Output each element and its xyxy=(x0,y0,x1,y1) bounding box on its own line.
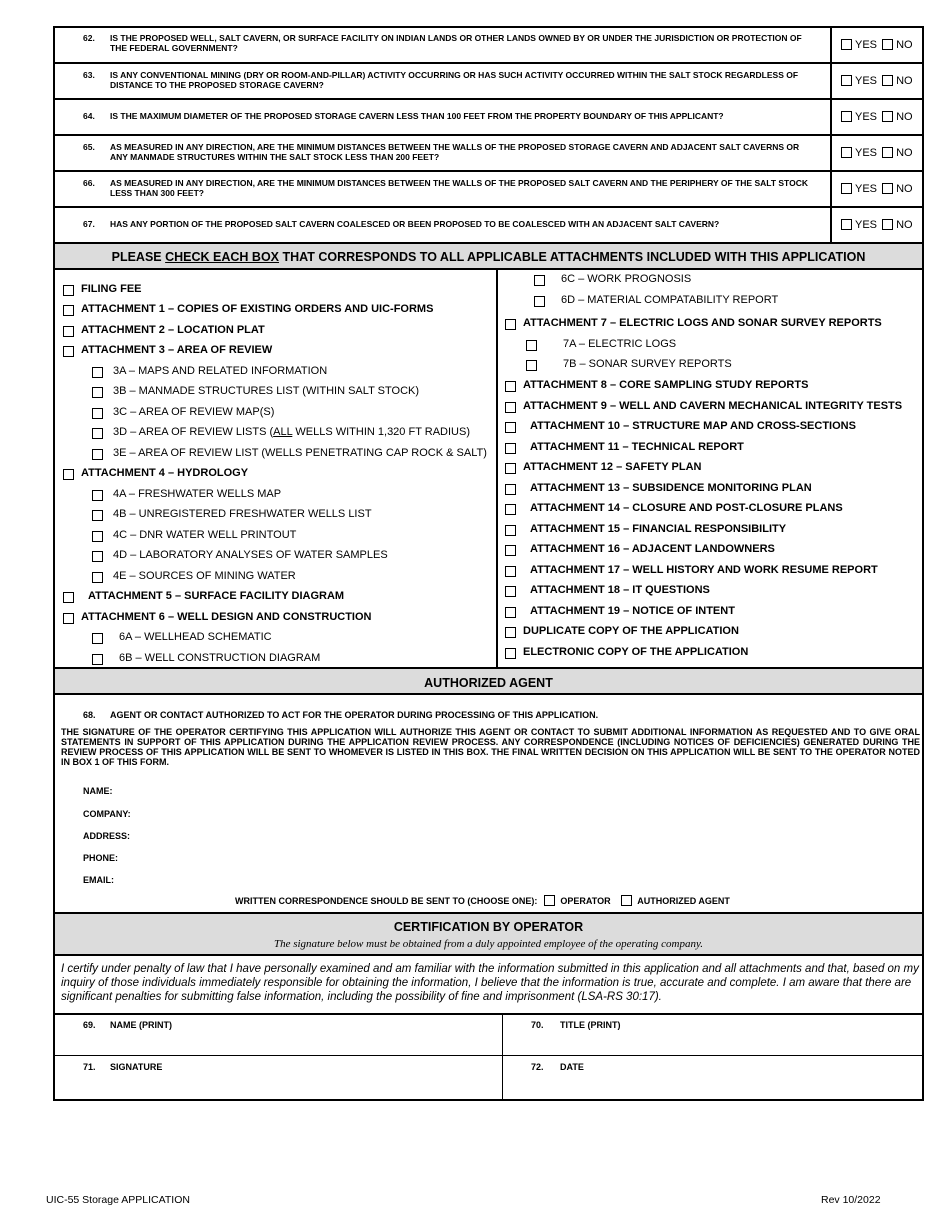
attachment-checkbox[interactable] xyxy=(505,525,516,536)
no-label: NO xyxy=(896,147,913,159)
yes-no-cell xyxy=(830,208,922,242)
divider xyxy=(55,1055,922,1056)
attachment-checkbox[interactable] xyxy=(92,531,103,542)
attachment-checkbox[interactable] xyxy=(92,633,103,644)
no-label: NO xyxy=(896,75,913,87)
agent-paragraph: THE SIGNATURE OF THE OPERATOR CERTIFYING THIS APPLICATION WILL AUTHORIZE THIS AGENT OR CONTACT TO SUBMIT ADDITIONAL INFORMATION AS REQUESTED AND TO GIVE ORAL STATEMENTS IN SUPPORT OF THIS APPLICATION DURING THE APPLICATION REVIEW PROCESS. ANY CORRESPONDENCE (INCLUDING NOTICES OF DEFICIENCIES) GENERATED DURING THE REVIEW PROCESS OF THIS APPLICATION WILL BE SENT TO WHOMEVER IS LISTED IN THIS BOX. THE FINAL WRITTEN DECISION ON THIS APPLICATION WILL BE SENT TO THE OPERATOR NOTED IN BOX 1 OF THIS FORM. xyxy=(61,727,920,767)
question-row xyxy=(55,136,922,172)
divider xyxy=(502,1014,503,1099)
attachment-label: 4C – DNR WATER WELL PRINTOUT xyxy=(113,529,297,541)
agent-address-label: ADDRESS: xyxy=(83,831,131,841)
question-number: 63. xyxy=(83,70,95,80)
attachment-label: 3A – MAPS AND RELATED INFORMATION xyxy=(113,365,328,377)
footer-revision: Rev 10/2022 xyxy=(821,1194,881,1206)
attachment-checkbox[interactable] xyxy=(505,627,516,638)
label-emphasis: ALL xyxy=(273,426,293,438)
agent-name-label: NAME: xyxy=(83,786,113,796)
attachment-checkbox[interactable] xyxy=(505,463,516,474)
attachments-header: PLEASE CHECK EACH BOX THAT CORRESPONDS TO ALL APPLICABLE ATTACHMENTS INCLUDED WITH THIS APPLICATION xyxy=(55,244,922,270)
attachment-checkbox[interactable] xyxy=(526,340,537,351)
attachment-checkbox[interactable] xyxy=(505,443,516,454)
name-print-label: NAME (PRINT) xyxy=(110,1020,172,1030)
attachment-checkbox[interactable] xyxy=(505,319,516,330)
attachment-checkbox[interactable] xyxy=(505,504,516,515)
attachment-checkbox[interactable] xyxy=(63,285,74,296)
no-checkbox[interactable] xyxy=(882,147,893,158)
yes-checkbox[interactable] xyxy=(841,219,852,230)
yes-no-options xyxy=(841,219,913,231)
attachment-checkbox[interactable] xyxy=(534,275,545,286)
yes-no-options xyxy=(841,39,913,51)
yes-label: YES xyxy=(855,39,878,51)
attachment-checkbox[interactable] xyxy=(63,592,74,603)
yes-label: YES xyxy=(855,183,878,195)
date-label: DATE xyxy=(560,1062,584,1072)
attachment-checkbox[interactable] xyxy=(505,566,516,577)
attachment-checkbox[interactable] xyxy=(505,381,516,392)
operator-checkbox[interactable] xyxy=(544,895,555,906)
question-text: HAS ANY PORTION OF THE PROPOSED SALT CAVERN COALESCED OR BEEN PROPOSED TO BE COALESCED WITH AN ADJACENT SALT CAVERN? xyxy=(110,219,720,229)
attachment-label: ATTACHMENT 17 – WELL HISTORY AND WORK RESUME REPORT xyxy=(530,564,878,576)
yes-no-cell xyxy=(830,100,922,134)
yes-label: YES xyxy=(855,147,878,159)
question-text: AS MEASURED IN ANY DIRECTION, ARE THE MINIMUM DISTANCES BETWEEN THE WALLS OF THE PROPOSED SALT CAVERN AND THE PERIPHERY OF THE SALT STOCK LESS THAN 300 FEET? xyxy=(110,178,808,198)
agent-phone-label: PHONE: xyxy=(83,853,119,863)
attachment-label: FILING FEE xyxy=(81,283,142,295)
attachment-label: 6B – WELL CONSTRUCTION DIAGRAM xyxy=(119,652,321,664)
no-checkbox[interactable] xyxy=(882,111,893,122)
correspondence-label: WRITTEN CORRESPONDENCE SHOULD BE SENT TO (CHOOSE ONE): xyxy=(235,896,538,906)
footer-form-name: UIC-55 Storage APPLICATION xyxy=(46,1194,190,1206)
attachment-label: ATTACHMENT 1 – COPIES OF EXISTING ORDERS AND UIC-FORMS xyxy=(81,303,434,315)
attachment-label: ATTACHMENT 2 – LOCATION PLAT xyxy=(81,324,265,336)
attachment-checkbox[interactable] xyxy=(92,449,103,460)
certification-statement: I certify under penalty of law that I have personally examined and am familiar with the information submitted in this application and all attachments and that, based on my inquiry of those individuals immediately responsible for obtaining the information, I believe that the information is true, accurate and complete. I am aware that there are significant penalties for submitting false information, including the possibility of fine and imprisonment (LSA-RS 30:17). xyxy=(61,963,919,1003)
attachment-label: 4A – FRESHWATER WELLS MAP xyxy=(113,488,282,500)
correspondence-row xyxy=(235,895,730,906)
attachment-checkbox[interactable] xyxy=(505,648,516,659)
attachment-checkbox[interactable] xyxy=(63,326,74,337)
attachment-label: DUPLICATE COPY OF THE APPLICATION xyxy=(523,625,739,637)
attachment-label: ATTACHMENT 7 – ELECTRIC LOGS AND SONAR SURVEY REPORTS xyxy=(523,317,882,329)
attachment-label: ATTACHMENT 14 – CLOSURE AND POST-CLOSURE PLANS xyxy=(530,502,843,514)
yes-no-cell xyxy=(830,64,922,98)
yes-label: YES xyxy=(855,75,878,87)
attachment-checkbox[interactable] xyxy=(63,469,74,480)
attachment-label: 3C – AREA OF REVIEW MAP(S) xyxy=(113,406,275,418)
field-72-number: 72. xyxy=(531,1062,544,1072)
question-number: 65. xyxy=(83,142,95,152)
operator-option-label: OPERATOR xyxy=(560,896,611,906)
yes-no-cell xyxy=(830,136,922,170)
label-part: 3D – AREA OF REVIEW LISTS ( xyxy=(113,426,274,438)
certification-subheader: The signature below must be obtained from a duly appointed employee of the operating company. xyxy=(273,938,704,950)
attachment-checkbox[interactable] xyxy=(92,510,103,521)
authorized-agent-header: AUTHORIZED AGENT xyxy=(55,667,922,695)
yes-checkbox[interactable] xyxy=(841,75,852,86)
divider xyxy=(55,1013,922,1015)
question-text: IS ANY CONVENTIONAL MINING (DRY OR ROOM-AND-PILLAR) ACTIVITY OCCURRING OR HAS SUCH ACTIVITY OCCURRED WITHIN THE SALT STOCK REGARDLESS OF DISTANCE TO THE PROPOSED STORAGE CAVERN? xyxy=(110,70,799,90)
attachment-checkbox[interactable] xyxy=(92,572,103,583)
agent-email-label: EMAIL: xyxy=(83,875,114,885)
no-label: NO xyxy=(896,183,913,195)
attachment-label: ATTACHMENT 6 – WELL DESIGN AND CONSTRUCTION xyxy=(81,611,372,623)
field-71-number: 71. xyxy=(83,1062,96,1072)
yes-no-options xyxy=(841,75,913,87)
column-divider xyxy=(496,270,498,667)
no-label: NO xyxy=(896,219,913,231)
attachment-label: 6D – MATERIAL COMPATABILITY REPORT xyxy=(561,294,779,306)
question-number: 67. xyxy=(83,219,95,229)
attachment-checkbox[interactable] xyxy=(505,422,516,433)
yes-checkbox[interactable] xyxy=(841,39,852,50)
no-checkbox[interactable] xyxy=(882,183,893,194)
attachment-label: 3E – AREA OF REVIEW LIST (WELLS PENETRATING CAP ROCK & SALT) xyxy=(113,447,487,459)
certification-title: CERTIFICATION BY OPERATOR xyxy=(393,920,584,934)
attachment-checkbox[interactable] xyxy=(63,613,74,624)
yes-no-options xyxy=(841,147,913,159)
question-number: 66. xyxy=(83,178,95,188)
attachment-label: 4B – UNREGISTERED FRESHWATER WELLS LIST xyxy=(113,508,372,520)
yes-no-cell xyxy=(830,28,922,62)
attachment-label: 3B – MANMADE STRUCTURES LIST (WITHIN SALT STOCK) xyxy=(113,385,420,397)
question-text: IS THE PROPOSED WELL, SALT CAVERN, OR SURFACE FACILITY ON INDIAN LANDS OR OTHER LANDS OWNED BY OR UNDER THE JURISDICTION OR PROTECTION OF THE FEDERAL GOVERNMENT? xyxy=(110,33,802,53)
no-checkbox[interactable] xyxy=(882,219,893,230)
no-label: NO xyxy=(896,111,913,123)
certification-header xyxy=(55,912,922,956)
q68-number: 68. xyxy=(83,710,96,720)
question-row xyxy=(55,172,922,208)
attachment-checkbox[interactable] xyxy=(534,296,545,307)
no-label: NO xyxy=(896,39,913,51)
yes-checkbox[interactable] xyxy=(841,147,852,158)
attachment-label: ATTACHMENT 12 – SAFETY PLAN xyxy=(523,461,702,473)
label-part: WELLS WITHIN 1,320 FT RADIUS) xyxy=(292,426,470,438)
attachment-checkbox[interactable] xyxy=(63,346,74,357)
authorized-agent-checkbox[interactable] xyxy=(621,895,632,906)
authorized-agent-option-label: AUTHORIZED AGENT xyxy=(637,896,730,906)
attachment-checkbox[interactable] xyxy=(505,586,516,597)
attachment-label: ATTACHMENT 16 – ADJACENT LANDOWNERS xyxy=(530,543,775,555)
attachment-label: ATTACHMENT 11 – TECHNICAL REPORT xyxy=(530,441,744,453)
attachment-label: 4E – SOURCES OF MINING WATER xyxy=(113,570,296,582)
attachment-label: ATTACHMENT 15 – FINANCIAL RESPONSIBILITY xyxy=(530,523,787,535)
question-text: IS THE MAXIMUM DIAMETER OF THE PROPOSED STORAGE CAVERN LESS THAN 100 FEET FROM THE PROPERTY BOUNDARY OF THIS APPLICANT? xyxy=(110,111,724,121)
attachment-label: 7A – ELECTRIC LOGS xyxy=(563,338,677,350)
attachment-label: 7B – SONAR SURVEY REPORTS xyxy=(563,358,732,370)
attachment-checkbox[interactable] xyxy=(505,402,516,413)
attachment-checkbox[interactable] xyxy=(63,305,74,316)
attachment-checkbox[interactable] xyxy=(92,428,103,439)
attachment-label: ATTACHMENT 10 – STRUCTURE MAP AND CROSS-SECTIONS xyxy=(530,420,856,432)
application-form xyxy=(53,26,924,1101)
yes-label: YES xyxy=(855,111,878,123)
no-checkbox[interactable] xyxy=(882,75,893,86)
attachment-checkbox[interactable] xyxy=(526,360,537,371)
attachment-label xyxy=(113,426,470,438)
signature-label: SIGNATURE xyxy=(110,1062,163,1072)
attachment-checkbox[interactable] xyxy=(92,551,103,562)
question-row xyxy=(55,28,922,64)
attachment-checkbox[interactable] xyxy=(92,654,103,665)
attachment-checkbox[interactable] xyxy=(92,387,103,398)
attachment-label: ELECTRONIC COPY OF THE APPLICATION xyxy=(523,646,749,658)
attachment-label: 6C – WORK PROGNOSIS xyxy=(561,273,692,285)
yes-no-options xyxy=(841,183,913,195)
yes-no-options xyxy=(841,111,913,123)
question-row xyxy=(55,100,922,136)
no-checkbox[interactable] xyxy=(882,39,893,50)
attachment-checkbox[interactable] xyxy=(92,367,103,378)
attachment-label: ATTACHMENT 4 – HYDROLOGY xyxy=(81,467,249,479)
attachment-checkbox[interactable] xyxy=(505,607,516,618)
field-70-number: 70. xyxy=(531,1020,544,1030)
attachment-label: ATTACHMENT 9 – WELL AND CAVERN MECHANICAL INTEGRITY TESTS xyxy=(523,400,903,412)
field-69-number: 69. xyxy=(83,1020,96,1030)
attachment-label: ATTACHMENT 8 – CORE SAMPLING STUDY REPORTS xyxy=(523,379,809,391)
yes-checkbox[interactable] xyxy=(841,111,852,122)
attachment-checkbox[interactable] xyxy=(92,408,103,419)
attachment-checkbox[interactable] xyxy=(505,484,516,495)
attachment-label: ATTACHMENT 13 – SUBSIDENCE MONITORING PLAN xyxy=(530,482,812,494)
question-number: 62. xyxy=(83,33,95,43)
agent-company-label: COMPANY: xyxy=(83,809,131,819)
question-text: AS MEASURED IN ANY DIRECTION, ARE THE MINIMUM DISTANCES BETWEEN THE WALLS OF THE PROPOSED STORAGE CAVERN AND ADJACENT SALT CAVERNS OR ANY MANMADE STRUCTURES WITHIN THE SALT STOCK LESS THAN 200 FEET? xyxy=(110,142,800,162)
title-print-label: TITLE (PRINT) xyxy=(560,1020,621,1030)
attachment-label: ATTACHMENT 3 – AREA OF REVIEW xyxy=(81,344,273,356)
attachment-checkbox[interactable] xyxy=(92,490,103,501)
yes-label: YES xyxy=(855,219,878,231)
attachment-label: ATTACHMENT 19 – NOTICE OF INTENT xyxy=(530,605,735,617)
yes-no-cell xyxy=(830,172,922,206)
question-row xyxy=(55,208,922,244)
attachment-checkbox[interactable] xyxy=(505,545,516,556)
attachment-label: 4D – LABORATORY ANALYSES OF WATER SAMPLES xyxy=(113,549,388,561)
attachment-label: 6A – WELLHEAD SCHEMATIC xyxy=(119,631,272,643)
question-row xyxy=(55,64,922,100)
attachment-label: ATTACHMENT 18 – IT QUESTIONS xyxy=(530,584,710,596)
q68-text: AGENT OR CONTACT AUTHORIZED TO ACT FOR THE OPERATOR DURING PROCESSING OF THIS APPLICATION. xyxy=(110,710,599,720)
yes-checkbox[interactable] xyxy=(841,183,852,194)
attachment-label: ATTACHMENT 5 – SURFACE FACILITY DIAGRAM xyxy=(88,590,345,602)
question-number: 64. xyxy=(83,111,95,121)
